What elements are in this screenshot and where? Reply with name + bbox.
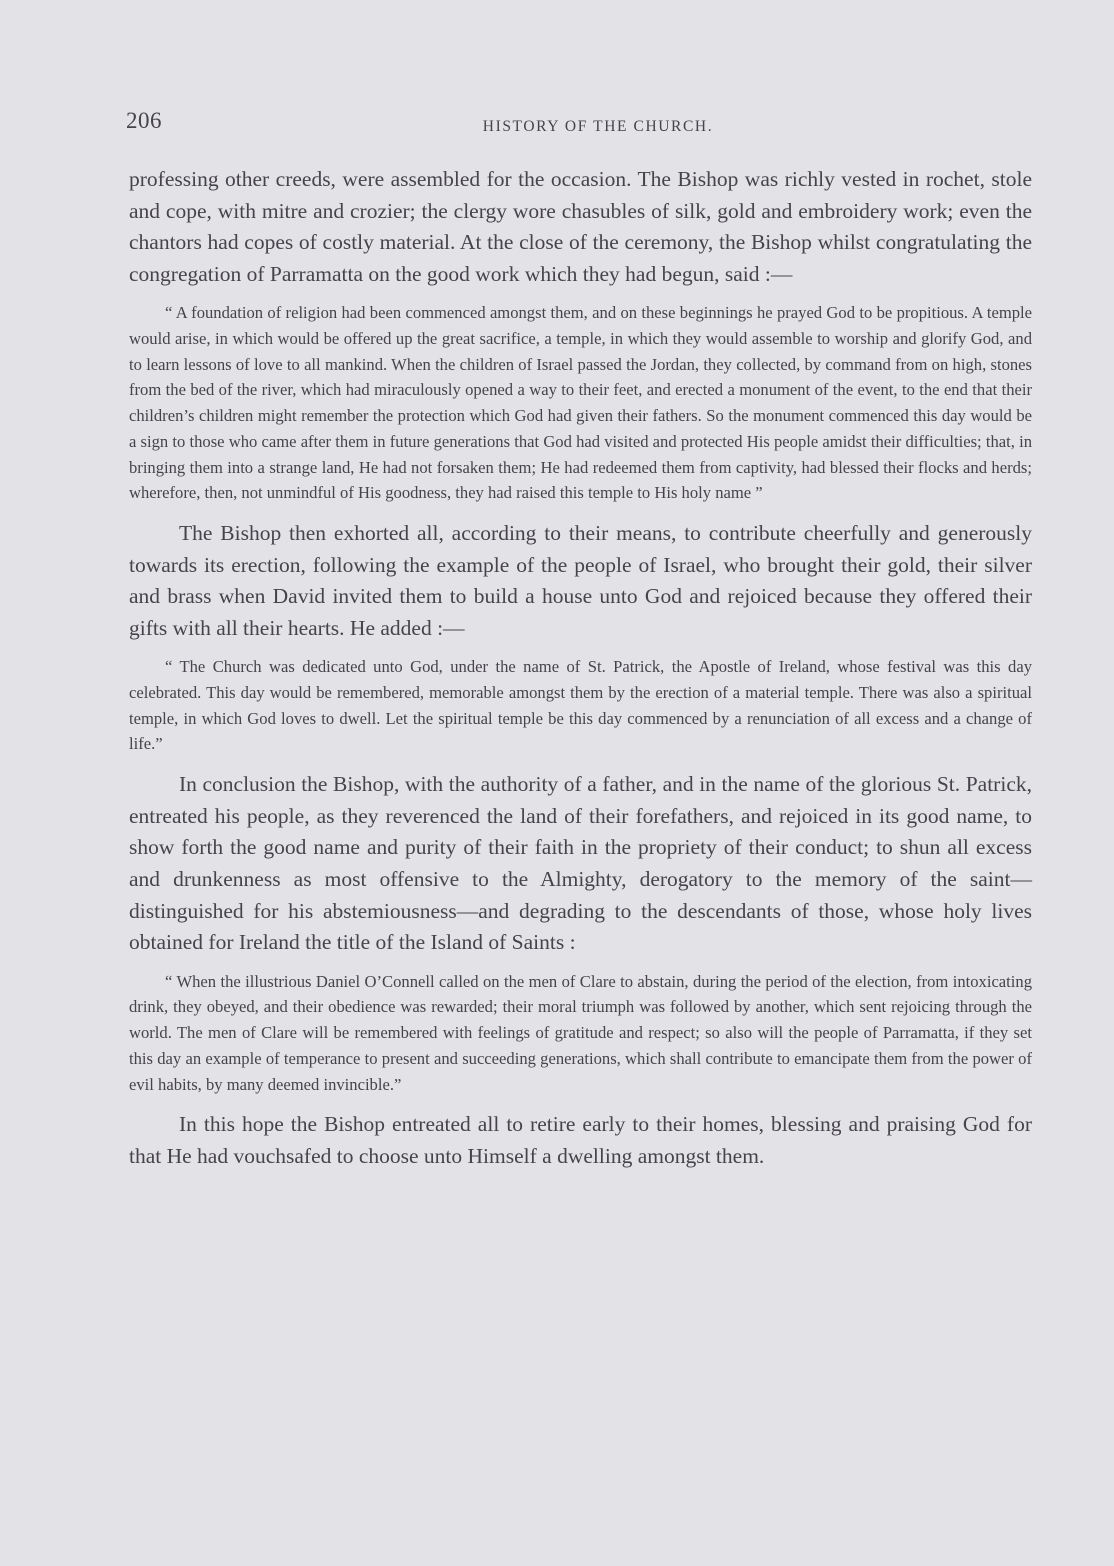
- page-header: [126, 108, 1030, 142]
- paragraph-opening: professing other creeds, were assembled for the occasion. The Bishop was richly vested in rochet, stole and cope, with mitre and crozier; the clergy wore chasubles of silk, gold and embroidery work; even the chantors had copes of costly material. At the close of the ceremony, the Bishop whilst congratulating the congregation of Parramatta on the good work which they had begun, said :—: [129, 167, 1032, 286]
- quote-foundation-speech: “ A foundation of religion had been commenced amongst them, and on these beginnings he prayed God to be propitious. A temple would arise, in which would be offered up the great sacrifice, a temple, in which they would assemble to worship and glorify God, and to learn lessons of love to all mankind. When the children of Israel passed the Jordan, they collected, by command from on high, stones from the bed of the river, which had miraculously opened a way to their feet, and erected a monument of the event, to the end that their children’s children might remember the protection which God had given their fathers. So the monument commenced this day would be a sign to those who came after them in future generations that God had visited and protected His people amidst their difficulties; that, in bringing them into a strange land, He had not forsaken them; He had redeemed them from captivity, had blessed their flocks and herds; wherefore, then, not unmindful of His goodness, they had raised this temple to His holy name ”: [129, 303, 1032, 503]
- quote-oconnell: “ When the illustrious Daniel O’Connell called on the men of Clare to abstain, during the period of the election, from intoxicating drink, they obeyed, and their obedience was rewarded; their moral triumph was followed by another, which sent rejoicing through the world. The men of Clare will be remembered with feelings of gratitude and respect; so also will the people of Parramatta, if they set this day an example of temperance to present and succeeding generations, which shall contribute to emancipate them from the power of evil habits, by many deemed invincible.”: [129, 971, 1032, 1094]
- paragraph-conclusion: In conclusion the Bishop, with the authority of a father, and in the name of the glorious St. Patrick, entreated his people, as they reverenced the land of their forefathers, and rejoiced in its good name, to show forth the good name and purity of their faith in the propriety of their conduct; to shun all excess and drunkenness as most offensive to the Almighty, derogatory to the memory of the saint—distinguished for his abstemiousness—and degrading to the descendants of those, whose holy lives obtained for Ireland the title of the Island of Saints :: [129, 772, 1032, 955]
- running-title: HISTORY OF THE CHURCH.: [482, 118, 714, 135]
- paragraph-exhortation: The Bishop then exhorted all, according to their means, to contribute cheerfully and generously towards its erection, following the example of the people of Israel, who brought their gold, their silver and brass when David invited them to build a house unto God and rejoiced because they offered their gifts with all their hearts. He added :—: [129, 521, 1032, 640]
- quote-dedication: “ The Church was dedicated unto God, under the name of St. Patrick, the Apostle of Ireland, whose festival was this day celebrated. This day would be remembered, memorable amongst them by the erection of a material temple. There was also a spiritual temple, in which God loves to dwell. Let the spiritual temple be this day commenced by a renunciation of all excess and a change of life.”: [129, 657, 1032, 754]
- paragraph-closing: In this hope the Bishop entreated all to retire early to their homes, blessing and praising God for that He had vouchsafed to choose unto Himself a dwelling amongst them.: [129, 1112, 1032, 1168]
- page-number: 206: [126, 108, 162, 133]
- body-text: [129, 164, 1032, 1172]
